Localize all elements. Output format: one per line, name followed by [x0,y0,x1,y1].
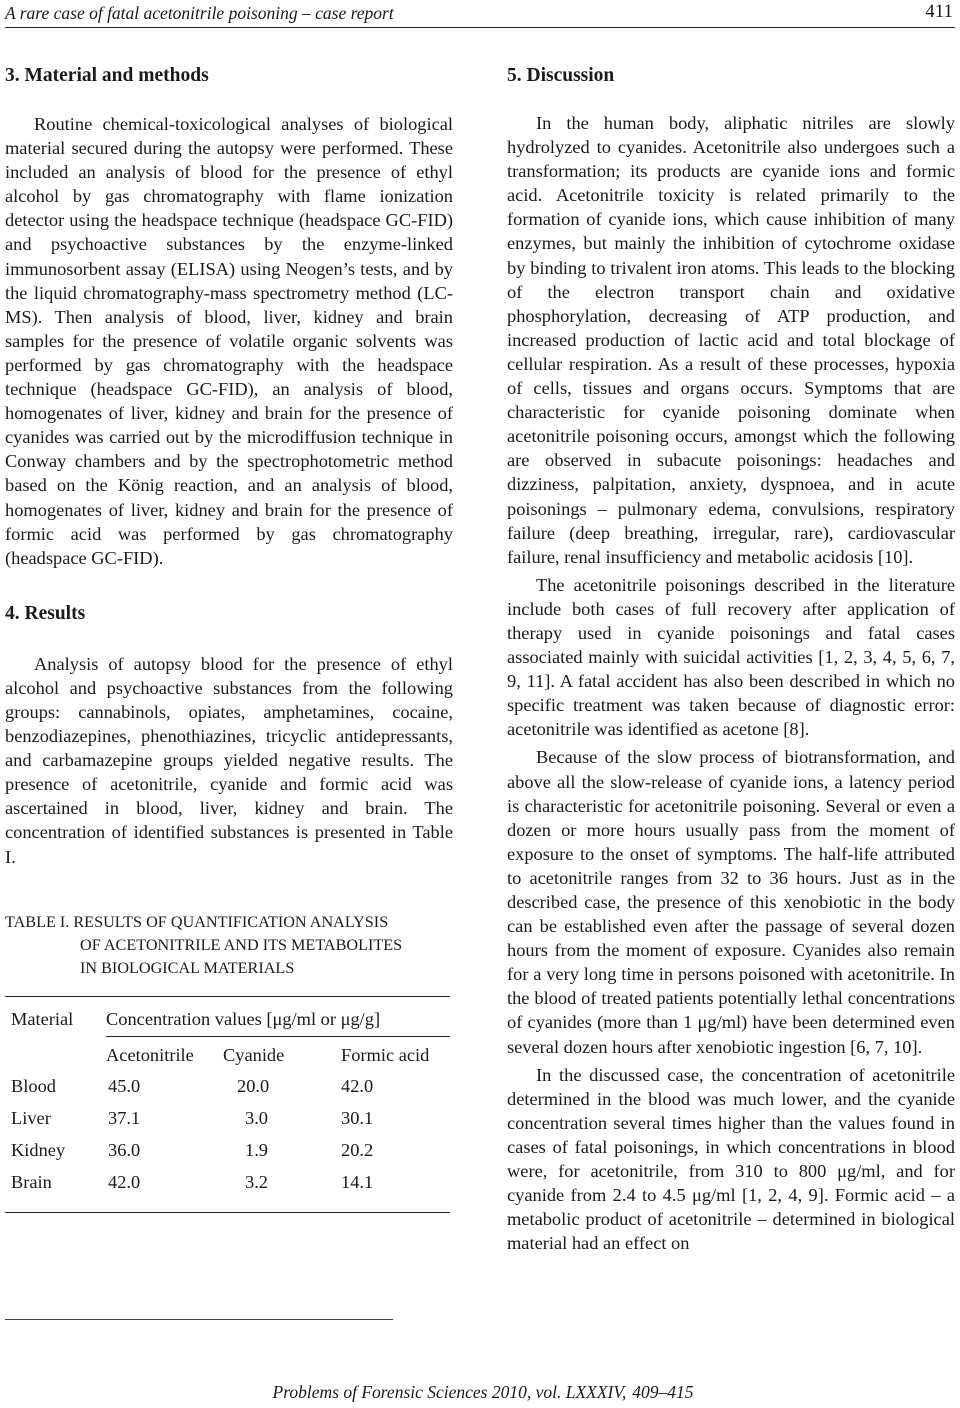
discussion-heading: 5. Discussion [507,65,615,86]
row-acetonitrile: 37.1 [108,1107,141,1128]
table-bottom-rule [5,1212,450,1213]
row-cyanide: 1.9 [245,1139,268,1160]
material-header: Material [5,996,106,1036]
page-footer [0,1382,960,1403]
journal-citation: Problems of Forensic Sciences 2010, vol. LXXXIV, [272,1382,627,1402]
row-acetonitrile: 42.0 [108,1171,141,1192]
row-acetonitrile: 45.0 [108,1075,141,1096]
column-header-formic-acid: Formic acid [341,1044,430,1065]
running-title: A rare case of fatal acetonitrile poisoning – case report [5,3,394,23]
table-header-row [5,996,450,1036]
results-table [5,996,450,1202]
methods-heading: 3. Material and methods [5,65,209,86]
table-caption-line: OF ACETONITRILE AND ITS METABOLITES [80,935,403,954]
results-paragraph: Analysis of autopsy blood for the presence of ethyl alcohol and psychoactive substances from the following groups: cannabinols, opiates, amphetamines, cocaine, benzodiazepines, phenothiazines, tricyclic antidepressants, and carbamazepine groups yielded negative results. The presence of acetonitrile, cyanide and formic acid was ascertained in blood, liver, kidney and brain. The concentration of identified substances is presented in Table I. [5,653,453,867]
left-column [5,62,453,1213]
table-row [5,1074,450,1106]
row-formic-acid: 14.1 [341,1171,374,1192]
row-formic-acid: 20.2 [341,1139,374,1160]
row-cyanide: 3.0 [245,1107,268,1128]
page-header [5,0,955,28]
row-material: Brain [11,1171,52,1192]
discussion-paragraph: In the human body, aliphatic nitriles are slowly hydrolyzed to cyanides. Acetonitrile also undergoes such a transformation; its products are cyanide ions and formic acid. Acetonitrile toxicity is related primarily to the formation of cyanide ions, which cause inhibition of many enzymes, but mainly the inhibition of cytochrome oxidase by binding to trivalent iron atoms. This leads to the blocking of the electron transport chain and oxidative phosphorylation, decreasing of ATP production, and increased production of lactic acid and total blockage of cellular respiration. As a result of these processes, hypoxia of cells, tissues and organs occurs. Symptoms that are characteristic for cyanide poisoning dominate when acetonitrile poisoning occurs, amongst which the following are observed in subacute poisonings: headaches and dizziness, palpitation, anxiety, dyspnoea, and in acute poisonings – pulmonary edema, convulsions, respiratory failure (deep breathing, irregular, rare), cardiovascular failure, renal insufficiency and metabolic acidosis [10]. [507,113,955,567]
page-number: 411 [925,1,953,22]
discussion-paragraph: Because of the slow process of biotransformation, and above all the slow-release of cyanide ions, a latency period is characteristic for acetonitrile poisoning. Several or even a dozen or more hours usually pass from the moment of exposure to the onset of symptoms. The half-life attributed to acetonitrile ranges from 32 to 36 hours. Just as in the described case, the presence of this xenobiotic in the body can be established even after the passage of several dozen hours from the moment of exposure. Cyanides also remain for a very long time in persons poisoned with acetonitrile. In the blood of treated patients potentially lethal concentrations of cyanides (more than 1 μg/ml) have been determined even several dozen hours after xenobiotic ingestion [6, 7, 10]. [507,747,955,1057]
row-formic-acid: 30.1 [341,1107,374,1128]
row-material: Liver [11,1107,51,1128]
row-cyanide: 20.0 [237,1075,270,1096]
table-caption-line: TABLE I. RESULTS OF QUANTIFICATION ANALYSIS [5,912,389,931]
footnote-rule [5,1319,393,1320]
table-caption [5,911,453,980]
table-row [5,1170,450,1202]
methods-paragraph: Routine chemical-toxicological analyses of biological material secured during the autopsy were performed. These included an analysis of blood for the presence of ethyl alcohol by gas chromatography with flame ionization detector using the headspace technique (headspace GC-FID) and psychoactive substances by the enzyme-linked immunosorbent assay (ELISA) using Neogen’s tests, and by the liquid chromatography-mass spectrometry method (LC-MS). Then analysis of blood, liver, kidney and brain samples for the presence of volatile organic solvents was performed by gas chromatography with the headspace technique (headspace GC-FID), an analysis of blood, homogenates of liver, kidney and brain for the presence of cyanides was carried out by the microdiffusion technique in Conway chambers and by the spectrophotometric method based on the König reaction, and an analysis of blood, homogenates of liver, kidney and brain for the presence of formic acid was performed by gas chromatography (headspace GC-FID). [5,114,453,568]
page-range: 409–415 [632,1382,694,1402]
right-column [507,62,955,1255]
discussion-paragraph: In the discussed case, the concentration of acetonitrile determined in the blood was much lower, and the cyanide concentration several times higher than the values found in cases of fatal poisonings, in which concentrations in blood were, for acetonitrile, from 310 to 800 μg/ml, and for cyanide from 2.4 to 4.5 μg/ml [1, 2, 4, 9]. Formic acid – a metabolic product of acetonitrile – determined in biological material had an effect on [507,1064,955,1254]
row-material: Kidney [11,1139,66,1160]
discussion-paragraph: The acetonitrile poisonings described in the literature include both cases of full recovery after application of therapy used in cyanide poisonings and fatal cases associated mainly with suicidal activities [1, 2, 3, 4, 5, 6, 7, 9, 11]. A fatal accident has also been described in which no specific treatment was taken because of diagnostic error: acetonitrile was identified as acetone [8]. [507,574,955,740]
table-subheader-row [5,1036,450,1074]
table-caption-line: IN BIOLOGICAL MATERIALS [80,958,295,977]
table-row [5,1106,450,1138]
row-material: Blood [11,1075,56,1096]
row-cyanide: 3.2 [245,1171,268,1192]
concentration-header: Concentration values [μg/ml or μg/g] [106,996,450,1036]
row-formic-acid: 42.0 [341,1075,374,1096]
results-heading: 4. Results [5,602,86,624]
column-header-acetonitrile: Acetonitrile [106,1044,194,1065]
row-acetonitrile: 36.0 [108,1139,141,1160]
table-row [5,1138,450,1170]
column-header-cyanide: Cyanide [223,1044,285,1065]
